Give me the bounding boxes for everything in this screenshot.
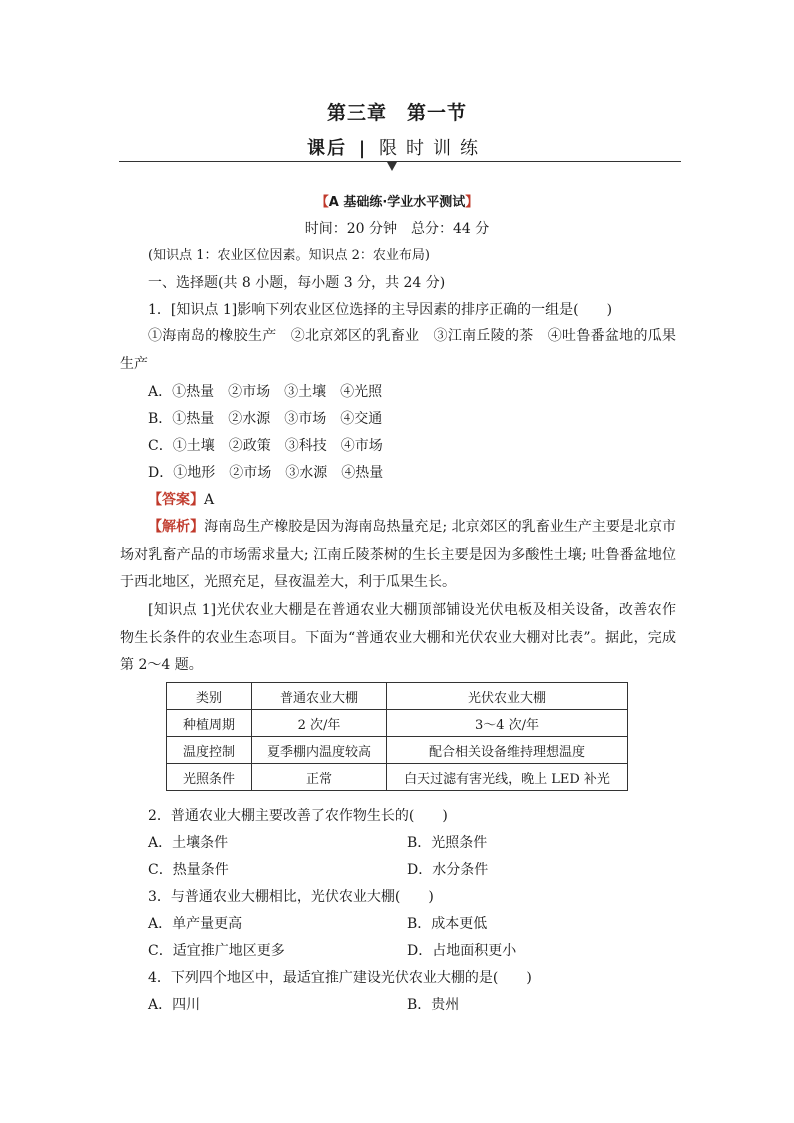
table-row: [167, 764, 628, 791]
q4-stem: 4．下列四个地区中，最适宜推广建设光伏农业大棚的是( ): [148, 970, 532, 986]
analysis-text: 海南岛生产橡胶是因为海南岛热量充足; 北京郊区的乳畜业生产主要是北京市场对乳畜产品的市场需求量大; 江南丘陵茶树的生长主要是因为多酸性土壤; 吐鲁番盆地位于西北地区，光照充足，昼夜温差大，利于瓜果生长。: [120, 519, 676, 590]
header-divider: [119, 161, 681, 162]
subtitle-left: 课后: [306, 138, 347, 159]
chapter-title: 第三章 第一节: [326, 102, 467, 124]
table-cell: 夏季棚内温度较高: [252, 737, 387, 764]
table-cell: 光照条件: [167, 764, 252, 791]
q3-option-a: A．单产量更高: [148, 916, 243, 932]
q3-option-d: D．占地面积更小: [407, 943, 517, 959]
time-score-line: 时间：20 分钟 总分：44 分: [304, 221, 490, 237]
table-cell: 3～4 次/年: [387, 710, 628, 737]
comparison-table: [166, 682, 628, 791]
intro-paragraph: [知识点 1]光伏农业大棚是在普通农业大棚顶部铺设光伏电板及相关设备，改善农作物生长条件的农业生态项目。下面为“普通农业大棚和光伏农业大棚对比表”。据此，完成第 2～4 题。: [120, 602, 676, 673]
q2-option-b: B．光照条件: [407, 835, 488, 851]
table-header-cell: 类别: [167, 683, 252, 710]
divider-arrow-icon: [387, 162, 397, 171]
q1-analysis: [120, 514, 676, 597]
q1-stem: 1．[知识点 1]影响下列农业区位选择的主导因素的排序正确的一组是( ): [148, 302, 613, 318]
q2-option-c: C．热量条件: [148, 862, 229, 878]
q4-option-a: A．四川: [148, 997, 201, 1013]
table-row: [167, 737, 628, 764]
q1-option-d: D．①地形 ②市场 ③水源 ④热量: [148, 465, 384, 481]
table-cell: 正常: [252, 764, 387, 791]
subtitle-separator: |: [358, 138, 368, 159]
q4-option-b: B．贵州: [407, 997, 460, 1013]
table-header-cell: 光伏农业大棚: [387, 683, 628, 710]
table-header-cell: 普通农业大棚: [252, 683, 387, 710]
table-row: [167, 710, 628, 737]
q2-stem: 2．普通农业大棚主要改善了农作物生长的( ): [148, 808, 448, 824]
table-cell: 温度控制: [167, 737, 252, 764]
q3-stem: 3．与普通农业大棚相比，光伏农业大棚( ): [148, 889, 434, 905]
part-heading: 一、选择题(共 8 小题，每小题 3 分，共 24 分): [148, 275, 446, 291]
table-cell: 种植周期: [167, 710, 252, 737]
q1-option-a: A．①热量 ②市场 ③土壤 ④光照: [148, 384, 383, 400]
table-cell: 2 次/年: [252, 710, 387, 737]
answer-value: A: [204, 492, 215, 508]
subtitle-right: 限时训练: [379, 138, 488, 159]
section-heading: 【A 基础练·学业水平测试】: [315, 195, 479, 210]
answer-label: 【答案】: [148, 492, 204, 508]
table-cell: 配合相关设备维持理想温度: [387, 737, 628, 764]
q1-option-c: C．①土壤 ②政策 ③科技 ④市场: [148, 438, 383, 454]
knowledge-points: (知识点 1：农业区位因素。知识点 2：农业布局): [148, 248, 430, 263]
analysis-label: 【解析】: [148, 519, 205, 535]
q1-answer: [148, 490, 214, 510]
q3-option-c: C．适宜推广地区更多: [148, 943, 285, 959]
table-cell: 白天过滤有害光线，晚上 LED 补光: [387, 764, 628, 791]
q1-items: ①海南岛的橡胶生产 ②北京郊区的乳畜业 ③江南丘陵的茶 ④吐鲁番盆地的瓜果生产: [120, 328, 676, 372]
q3-option-b: B．成本更低: [407, 916, 488, 932]
q1-option-b: B．①热量 ②水源 ③市场 ④交通: [148, 411, 383, 427]
subtitle: [0, 134, 794, 160]
q2-option-d: D．水分条件: [407, 862, 489, 878]
table-header-row: [167, 683, 628, 710]
q2-option-a: A．土壤条件: [148, 835, 229, 851]
